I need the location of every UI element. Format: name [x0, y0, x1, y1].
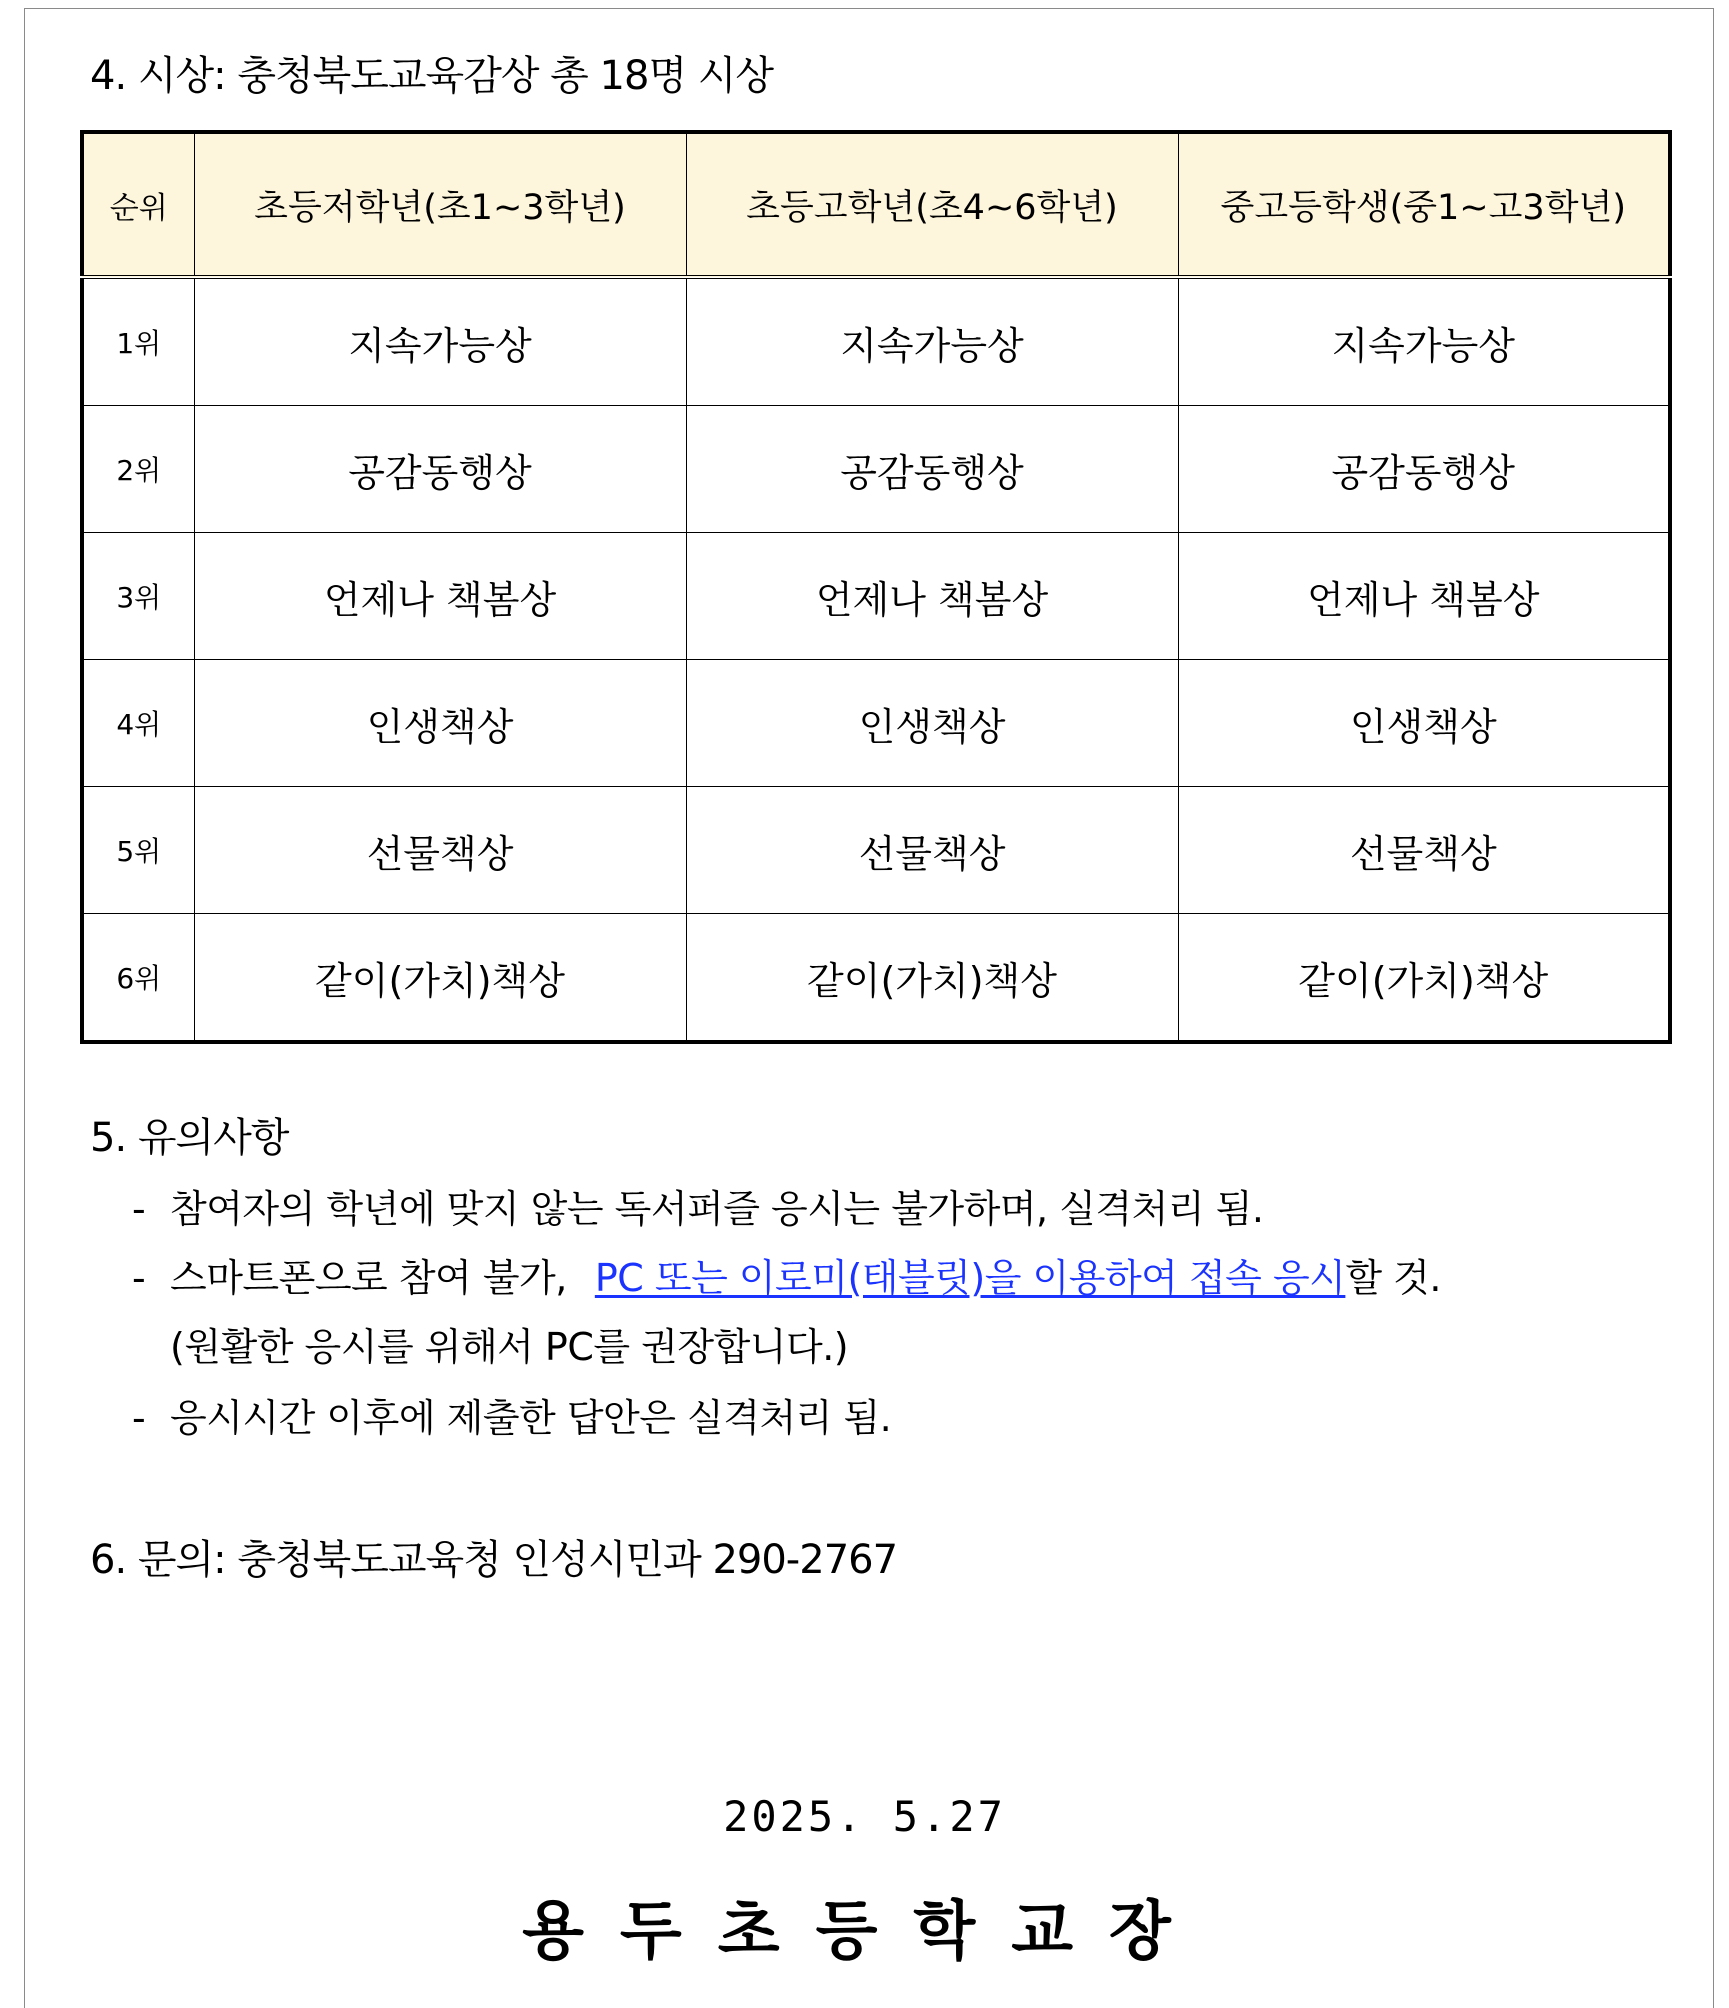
award-cell: 공감동행상	[194, 406, 686, 533]
award-cell: 공감동행상	[686, 406, 1178, 533]
table-row	[82, 787, 1670, 914]
award-cell: 언제나 책봄상	[1178, 533, 1670, 660]
award-cell: 선물책상	[194, 787, 686, 914]
header-secondary: 중고등학생(중1~고3학년)	[1178, 132, 1670, 277]
section-5-title: 5. 유의사항	[90, 1115, 289, 1161]
award-cell: 선물책상	[686, 787, 1178, 914]
award-table	[80, 130, 1672, 1044]
notice-item	[132, 1186, 1263, 1232]
notice-item	[132, 1255, 1441, 1301]
table-row	[82, 914, 1670, 1043]
notice-text: 응시시간 이후에 제출한 답안은 실격처리 됨.	[170, 1396, 892, 1440]
award-cell: 지속가능상	[686, 277, 1178, 406]
rank-cell: 2위	[82, 406, 194, 533]
rank-cell: 5위	[82, 787, 194, 914]
header-rank: 순위	[82, 132, 194, 277]
table-row	[82, 660, 1670, 787]
notice-text: 할 것.	[1345, 1256, 1441, 1300]
notice-text: 참여자의 학년에 맞지 않는 독서퍼즐 응시는 불가하며, 실격처리 됨.	[170, 1187, 1264, 1231]
bullet-dash: -	[132, 1187, 146, 1231]
rank-cell: 6위	[82, 914, 194, 1043]
award-cell: 지속가능상	[1178, 277, 1670, 406]
notice-text: 스마트폰으로 참여 불가,	[170, 1256, 567, 1300]
header-upper-elementary: 초등고학년(초4~6학년)	[686, 132, 1178, 277]
award-cell: 공감동행상	[1178, 406, 1670, 533]
award-cell: 언제나 책봄상	[194, 533, 686, 660]
award-cell: 인생책상	[194, 660, 686, 787]
award-cell: 지속가능상	[194, 277, 686, 406]
award-cell: 인생책상	[1178, 660, 1670, 787]
rank-cell: 1위	[82, 277, 194, 406]
section-6-title: 6. 문의: 충청북도교육청 인성시민과 290-2767	[90, 1537, 898, 1583]
award-cell: 선물책상	[1178, 787, 1670, 914]
issuer-signature: 용두초등학교장	[522, 1895, 1207, 1969]
rank-cell: 3위	[82, 533, 194, 660]
bullet-dash: -	[132, 1396, 146, 1440]
award-cell: 같이(가치)책상	[1178, 914, 1670, 1043]
table-row	[82, 533, 1670, 660]
document-date: 2025. 5.27	[723, 1792, 1006, 1841]
section-4-title: 4. 시상: 충청북도교육감상 총 18명 시상	[90, 53, 774, 99]
notice-subtext: (원활한 응시를 위해서 PC를 권장합니다.)	[170, 1325, 849, 1369]
award-cell: 같이(가치)책상	[194, 914, 686, 1043]
bullet-dash: -	[132, 1256, 146, 1300]
award-cell: 언제나 책봄상	[686, 533, 1178, 660]
table-header-row	[82, 132, 1670, 277]
rank-cell: 4위	[82, 660, 194, 787]
table-row	[82, 406, 1670, 533]
award-cell: 인생책상	[686, 660, 1178, 787]
award-cell: 같이(가치)책상	[686, 914, 1178, 1043]
notice-item	[132, 1395, 891, 1441]
table-row	[82, 277, 1670, 406]
header-lower-elementary: 초등저학년(초1~3학년)	[194, 132, 686, 277]
pc-access-link[interactable]: PC 또는 이로미(태블릿)을 이용하여 접속 응시	[594, 1256, 1346, 1300]
